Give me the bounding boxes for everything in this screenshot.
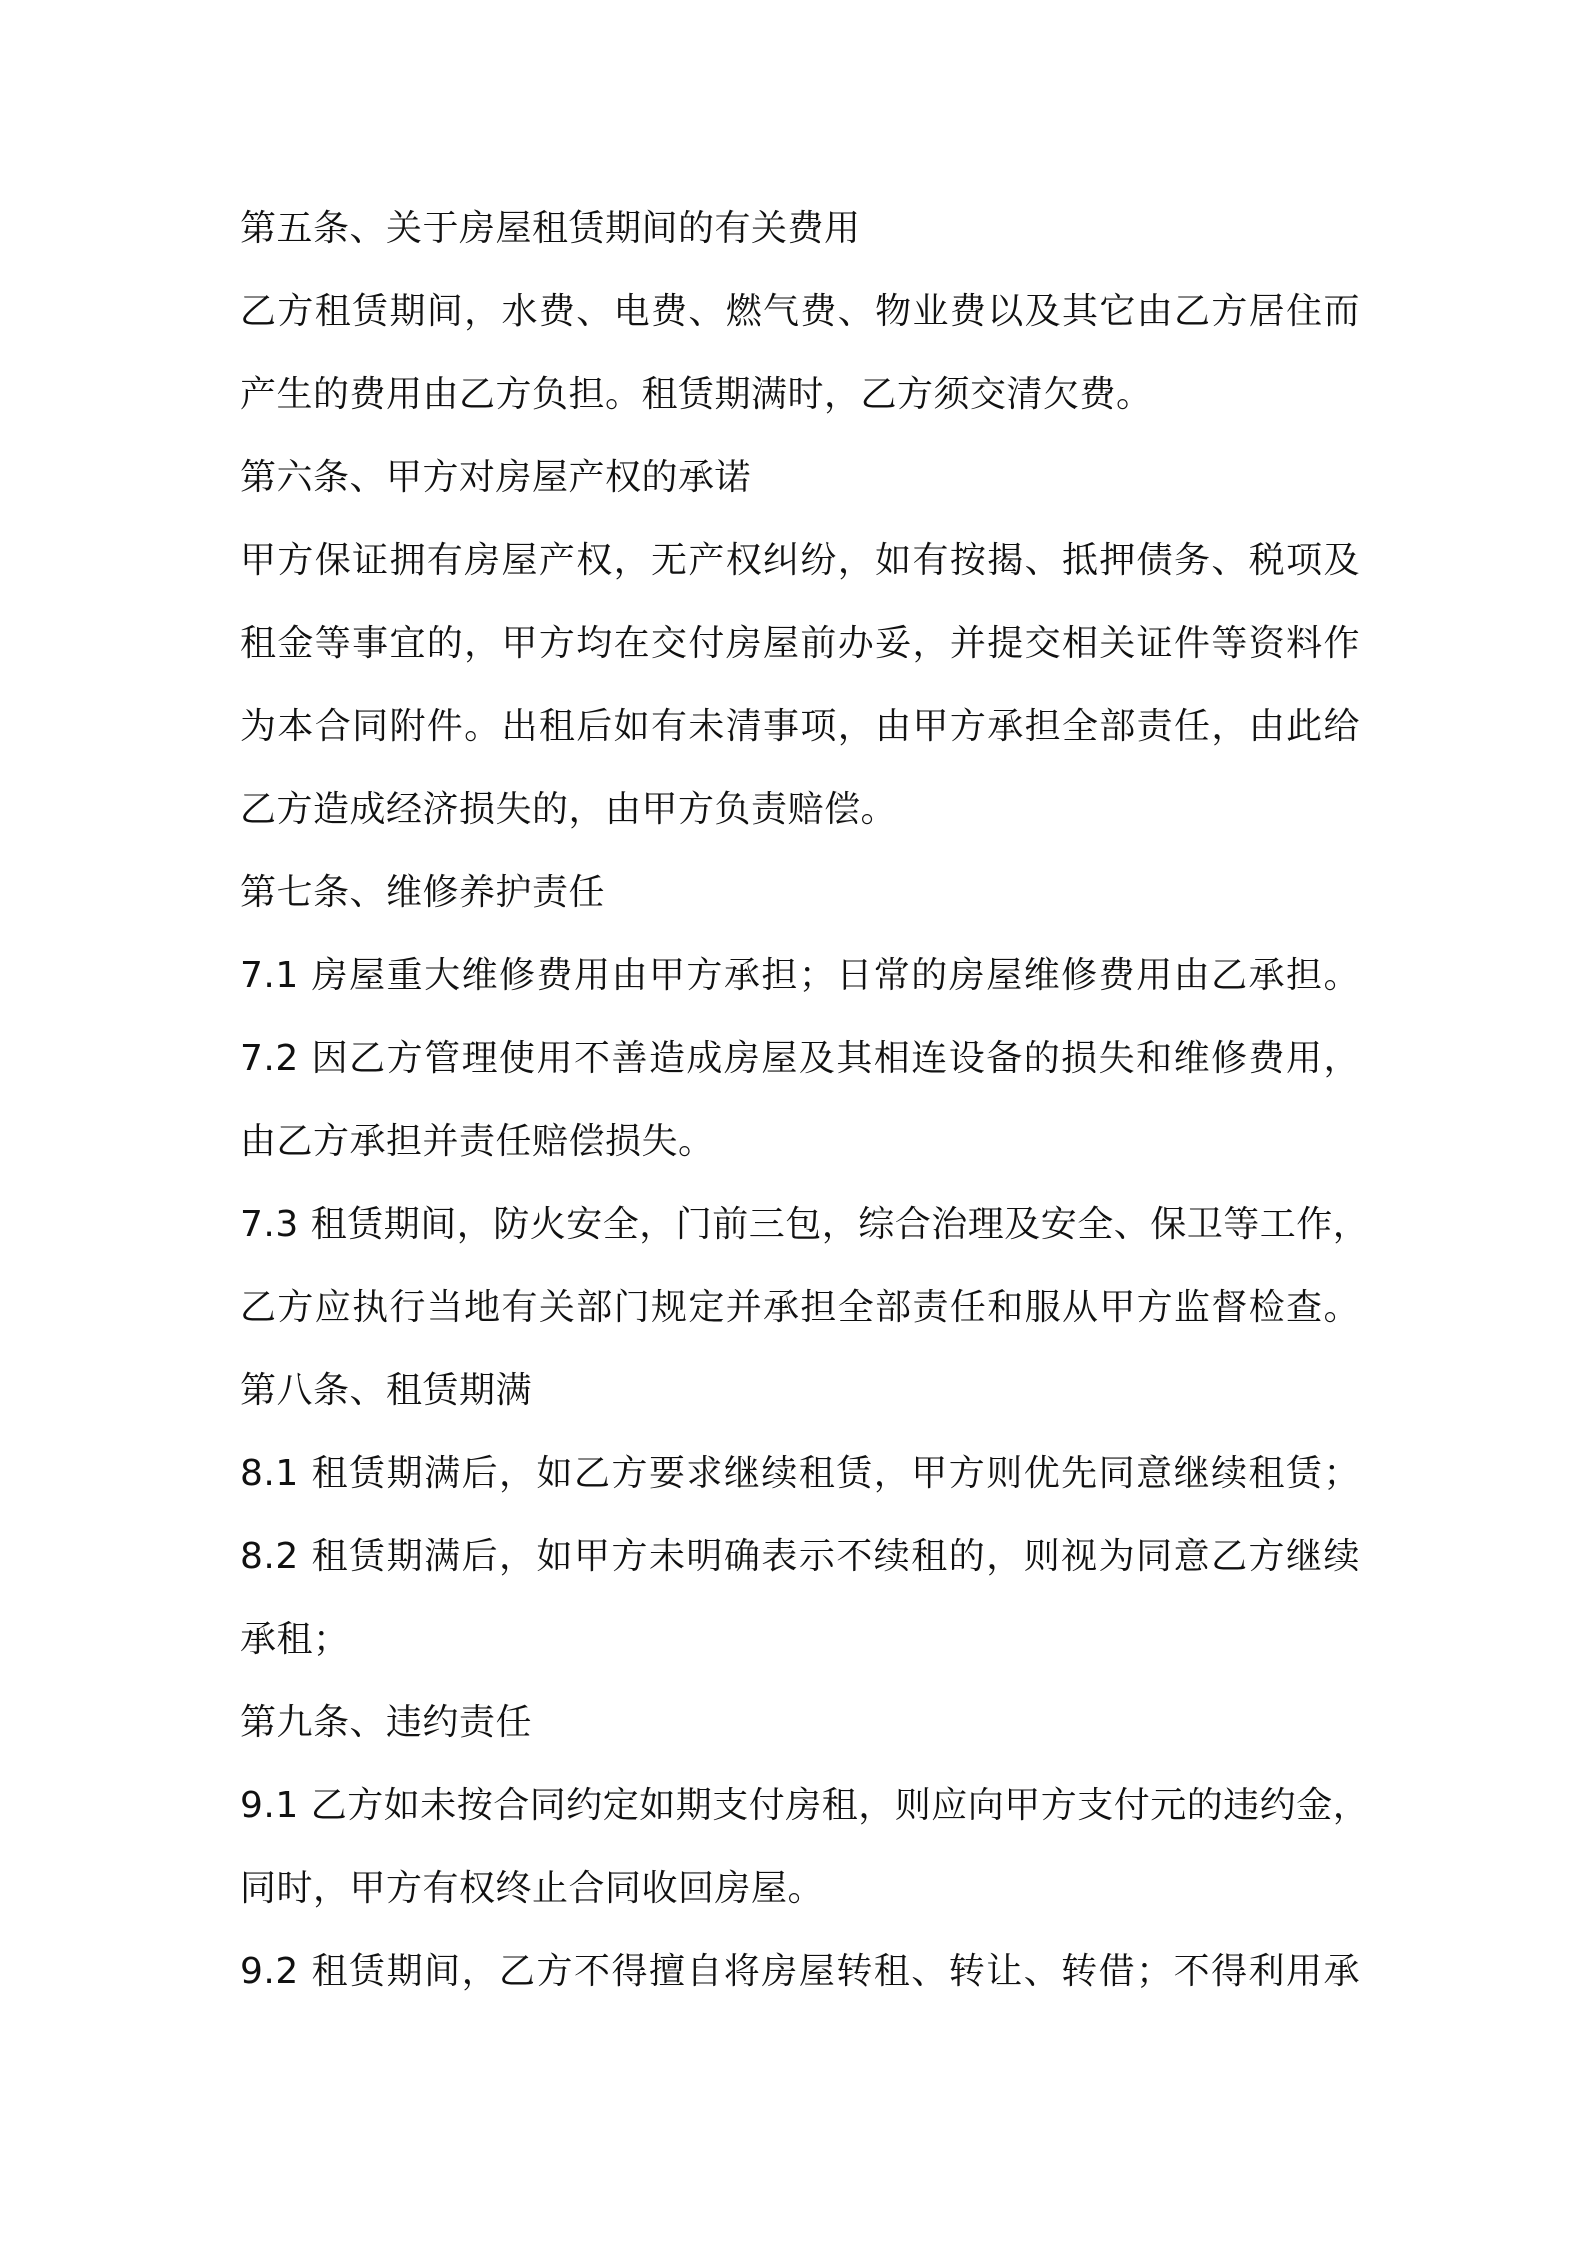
article-6-paragraph-line: 甲方保证拥有房屋产权，无产权纠纷，如有按揭、抵押债务、税项及: [240, 540, 1360, 581]
clause-7-1: 7.1 房屋重大维修费用由甲方承担；日常的房屋维修费用由乙承担。: [240, 955, 1360, 996]
article-6-heading: 第六条、甲方对房屋产权的承诺: [240, 457, 752, 498]
clause-7-2-line: 7.2 因乙方管理使用不善造成房屋及其相连设备的损失和维修费用，: [240, 1038, 1360, 1079]
clause-9-1-line: 9.1 乙方如未按合同约定如期支付房租，则应向甲方支付元的违约金，: [240, 1785, 1370, 1826]
clause-9-1-line: 同时，甲方有权终止合同收回房屋。: [240, 1868, 825, 1909]
clause-8-2-line: 8.2 租赁期满后，如甲方未明确表示不续租的，则视为同意乙方继续: [240, 1536, 1360, 1577]
article-5-heading: 第五条、关于房屋租赁期间的有关费用: [240, 208, 861, 249]
article-9-heading: 第九条、违约责任: [240, 1702, 533, 1743]
article-6-paragraph-line: 租金等事宜的，甲方均在交付房屋前办妥，并提交相关证件等资料作: [240, 623, 1360, 664]
clause-7-2-line: 由乙方承担并责任赔偿损失。: [240, 1121, 715, 1162]
article-6-paragraph-line: 乙方造成经济损失的，由甲方负责赔偿。: [240, 789, 898, 830]
clause-7-3-line: 7.3 租赁期间，防火安全，门前三包，综合治理及安全、保卫等工作，: [240, 1204, 1370, 1245]
clause-8-2-line: 承租；: [240, 1619, 350, 1660]
article-7-heading: 第七条、维修养护责任: [240, 872, 606, 913]
clause-7-3-line: 乙方应执行当地有关部门规定并承担全部责任和服从甲方监督检查。: [240, 1287, 1360, 1328]
article-8-heading: 第八条、租赁期满: [240, 1370, 533, 1411]
article-5-paragraph-line: 产生的费用由乙方负担。租赁期满时，乙方须交清欠费。: [240, 374, 1153, 415]
article-5-paragraph-line: 乙方租赁期间，水费、电费、燃气费、物业费以及其它由乙方居住而: [240, 291, 1360, 332]
clause-9-2-line: 9.2 租赁期间，乙方不得擅自将房屋转租、转让、转借；不得利用承: [240, 1951, 1360, 1992]
article-6-paragraph-line: 为本合同附件。出租后如有未清事项，由甲方承担全部责任，由此给: [240, 706, 1360, 747]
clause-8-1: 8.1 租赁期满后，如乙方要求继续租赁，甲方则优先同意继续租赁；: [240, 1453, 1360, 1494]
